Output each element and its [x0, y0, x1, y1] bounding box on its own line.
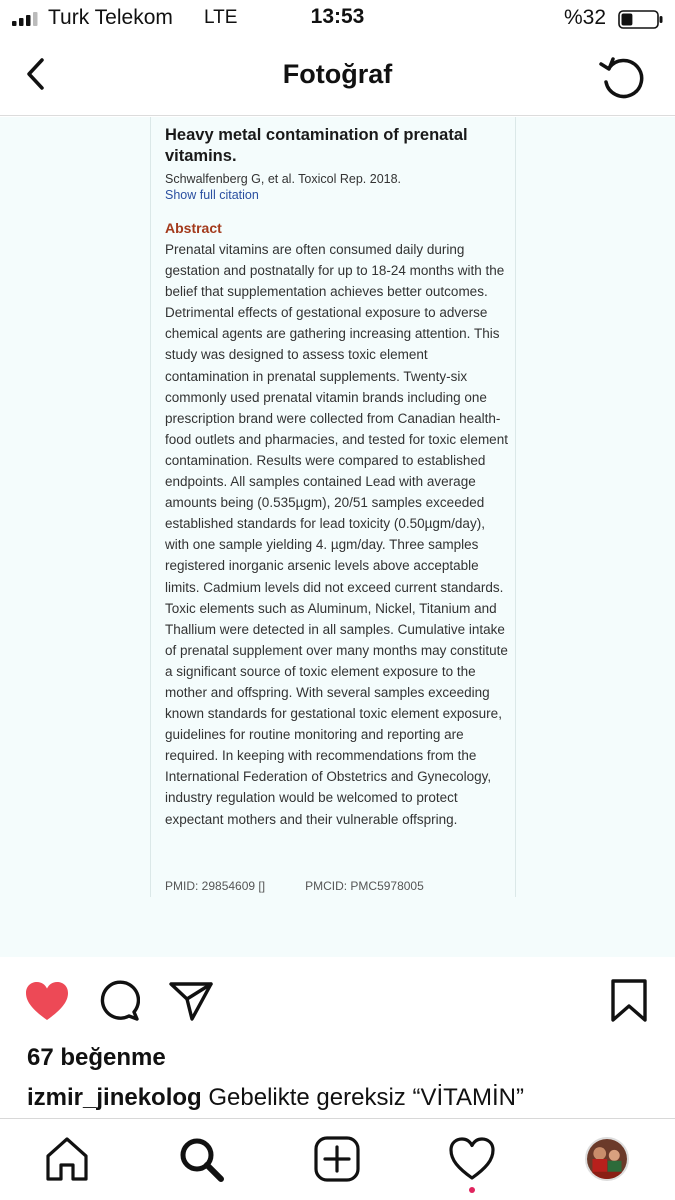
- article-identifiers: [165, 879, 424, 893]
- heart-filled-icon[interactable]: [24, 980, 70, 1022]
- bottom-tab-bar: [0, 1118, 675, 1200]
- add-post-icon[interactable]: [313, 1135, 361, 1183]
- home-icon[interactable]: [43, 1135, 91, 1183]
- post-actions: [0, 958, 675, 1048]
- page-title: Fotoğraf: [282, 59, 393, 89]
- search-icon[interactable]: [177, 1135, 225, 1183]
- comment-icon[interactable]: [98, 980, 140, 1022]
- send-icon[interactable]: [168, 980, 214, 1022]
- activity-notification-dot: [469, 1187, 475, 1193]
- post-photo[interactable]: [0, 117, 675, 957]
- rotate-icon[interactable]: [596, 52, 650, 102]
- profile-avatar[interactable]: [585, 1137, 629, 1181]
- heart-outline-icon[interactable]: [448, 1135, 496, 1183]
- article-title: Heavy metal contamination of prenatal vitamins.: [165, 126, 468, 165]
- caption-username[interactable]: izmir_jinekolog: [27, 1084, 202, 1111]
- top-navigation-bar: [0, 40, 675, 116]
- network-type: LTE: [204, 7, 238, 28]
- bookmark-icon[interactable]: [608, 978, 650, 1024]
- abstract-heading: Abstract: [165, 220, 222, 236]
- article-citation: Schwalfenberg G, et al. Toxicol Rep. 2018.: [165, 172, 402, 186]
- carrier-name: Turk Telekom: [48, 6, 173, 29]
- post-caption: [27, 1084, 667, 1112]
- caption-text: Gebelikte gereksiz “VİTAMİN”: [201, 1084, 525, 1111]
- pmid-label: PMID: 29854609 []: [165, 879, 266, 893]
- status-bar: [0, 0, 675, 38]
- battery-percentage: %32: [564, 6, 607, 29]
- clock: 13:53: [310, 5, 365, 28]
- show-full-citation-link: Show full citation: [165, 188, 259, 202]
- abstract-text: Prenatal vitamins are often consumed daily during gestation and postnatally for up to 18-24 months with the belief that supplementation achieves better outcomes. Detrimental effects of gestational exposure to adverse chemical agents are gathering increasing attention. This study was designed to assess toxic element contamination in prenatal supplements. Twenty-six commonly used prenatal vitamin brands including one prescription brand were collected from Canadian health-food outlets and pharmacies, and tested for toxic element contamination. Results were compared to established endpoints. All samples contained Lead with average amounts being (0.535µgm), 20/51 samples exceeded established standards for lead toxicity (0.50µgm/day), with one sample yielding 4. µgm/day. Three samples registered inorganic arsenic levels above acceptable limits. Cadmium levels did not exceed current standards. Toxic elements such as Aluminum, Nickel, Titanium and Thallium were detected in all samples. Cumulative intake of prenatal supplement over many months may constitute a significant source of toxic element exposure to the mother and offspring. With several samples exceeding known standards for gestational toxic element exposure, guidelines for routine monitoring and reporting are required. In keeping with recommendations from the International Federation of Obstetrics and Gynecology, industry regulation would be welcomed to protect expectant mothers and their vulnerable offspring.: [165, 242, 508, 827]
- likes-count[interactable]: 67 beğenme: [27, 1044, 166, 1071]
- battery-icon: [618, 10, 664, 29]
- pmcid-label: PMCID: PMC5978005: [305, 879, 424, 893]
